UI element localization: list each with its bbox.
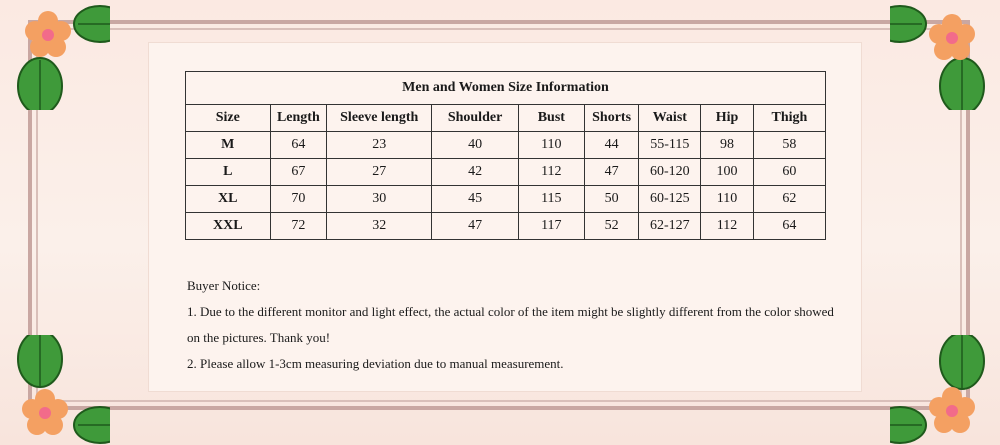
buyer-notice bbox=[187, 273, 847, 377]
notice-line: 1. Due to the different monitor and light effect, the actual color of the item might be slightly different from the color showed bbox=[187, 304, 834, 319]
table-cell: 32 bbox=[327, 213, 432, 240]
table-cell: 23 bbox=[327, 132, 432, 159]
header-cell: Shorts bbox=[584, 105, 639, 132]
size-cell: XL bbox=[186, 186, 271, 213]
table-row bbox=[186, 159, 826, 186]
table-cell: 58 bbox=[753, 132, 825, 159]
table-cell: 30 bbox=[327, 186, 432, 213]
table-cell: 117 bbox=[518, 213, 584, 240]
table-cell: 110 bbox=[701, 186, 754, 213]
table-cell: 100 bbox=[701, 159, 754, 186]
table-header-row bbox=[186, 105, 826, 132]
size-cell: M bbox=[186, 132, 271, 159]
table-cell: 64 bbox=[270, 132, 327, 159]
table-cell: 60-120 bbox=[639, 159, 701, 186]
header-cell: Sleeve length bbox=[327, 105, 432, 132]
table-row bbox=[186, 186, 826, 213]
size-table bbox=[185, 71, 826, 240]
header-cell: Size bbox=[186, 105, 271, 132]
notice-line: on the pictures. Thank you! bbox=[187, 330, 331, 345]
table-cell: 98 bbox=[701, 132, 754, 159]
table-cell: 110 bbox=[518, 132, 584, 159]
table-cell: 45 bbox=[432, 186, 519, 213]
header-cell: Thigh bbox=[753, 105, 825, 132]
table-cell: 72 bbox=[270, 213, 327, 240]
table-cell: 112 bbox=[701, 213, 754, 240]
table-cell: 70 bbox=[270, 186, 327, 213]
table-cell: 47 bbox=[432, 213, 519, 240]
table-title: Men and Women Size Information bbox=[186, 72, 826, 105]
notice-heading: Buyer Notice: bbox=[187, 278, 261, 293]
table-cell: 62 bbox=[753, 186, 825, 213]
leaf-flower-icon bbox=[890, 0, 1000, 110]
header-cell: Waist bbox=[639, 105, 701, 132]
table-cell: 42 bbox=[432, 159, 519, 186]
notice-line: 2. Please allow 1-3cm measuring deviation due to manual measurement. bbox=[187, 356, 564, 371]
table-cell: 40 bbox=[432, 132, 519, 159]
header-cell: Bust bbox=[518, 105, 584, 132]
table-cell: 60-125 bbox=[639, 186, 701, 213]
size-cell: L bbox=[186, 159, 271, 186]
table-cell: 47 bbox=[584, 159, 639, 186]
table-cell: 60 bbox=[753, 159, 825, 186]
table-cell: 67 bbox=[270, 159, 327, 186]
table-cell: 115 bbox=[518, 186, 584, 213]
table-cell: 44 bbox=[584, 132, 639, 159]
table-cell: 64 bbox=[753, 213, 825, 240]
table-cell: 55-115 bbox=[639, 132, 701, 159]
leaf-flower-icon bbox=[0, 335, 110, 445]
table-row bbox=[186, 132, 826, 159]
header-cell: Length bbox=[270, 105, 327, 132]
header-cell: Shoulder bbox=[432, 105, 519, 132]
table-row bbox=[186, 213, 826, 240]
size-cell: XXL bbox=[186, 213, 271, 240]
table-cell: 62-127 bbox=[639, 213, 701, 240]
leaf-flower-icon bbox=[0, 0, 110, 110]
table-cell: 112 bbox=[518, 159, 584, 186]
header-cell: Hip bbox=[701, 105, 754, 132]
leaf-flower-icon bbox=[890, 335, 1000, 445]
table-cell: 50 bbox=[584, 186, 639, 213]
table-cell: 27 bbox=[327, 159, 432, 186]
table-cell: 52 bbox=[584, 213, 639, 240]
